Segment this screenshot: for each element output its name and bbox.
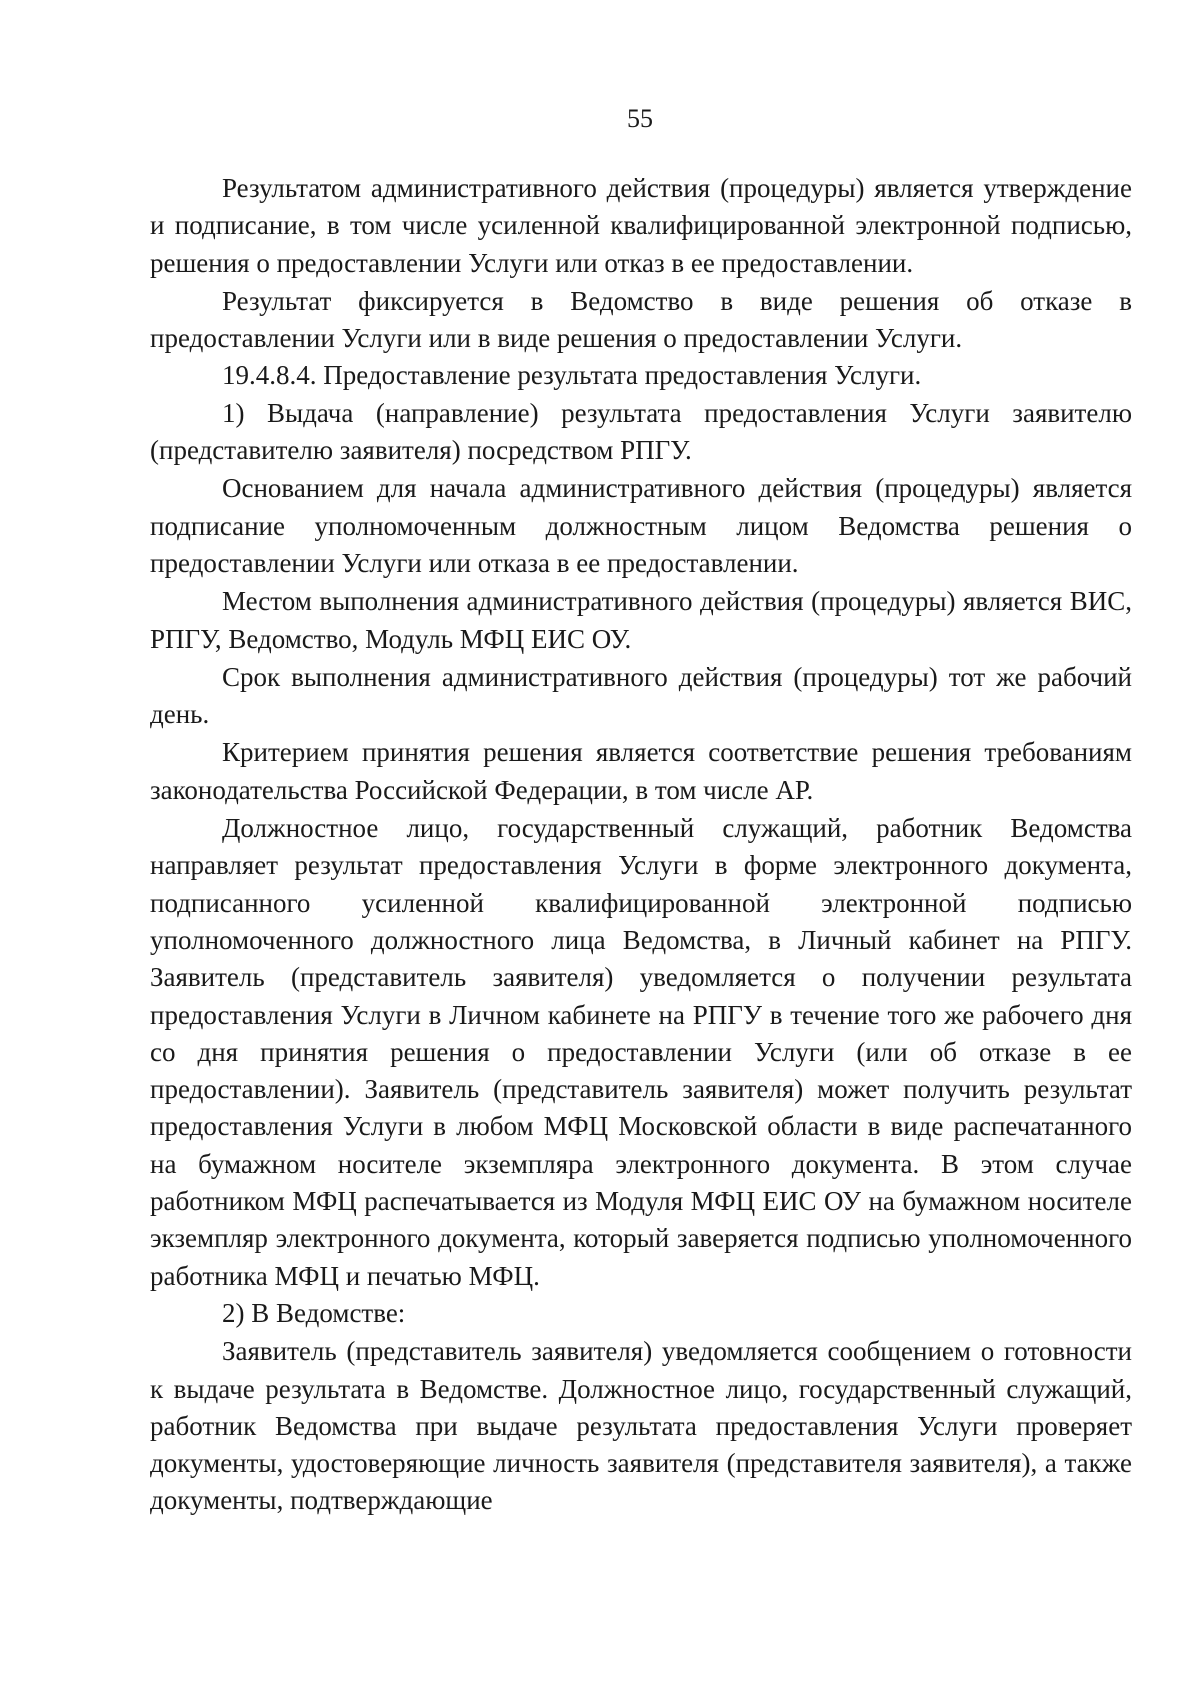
paragraph-grounds: Основанием для начала административного действия (процедуры) является подписание уполномоченным должностным лицом Ведомства решения о предоставлении Услуги или отказа в ее предоставлении. — [150, 473, 1132, 578]
paragraph-item-2: 2) В Ведомстве: — [222, 1297, 406, 1328]
paragraph-official-sends: Должностное лицо, государственный служащий, работник Ведомства направляет результат предоставления Услуги в форме электронного документа, подписанного усиленной квалифицированной электронной подписью уполномоченного должностного лица Ведомства, в Личный кабинет на РПГУ. Заявитель (представитель заявителя) уведомляется о получении результата предоставления Услуги в Личном кабинете на РПГУ в течение того же рабочего дня со дня принятия решения о предоставлении Услуги (или об отказе в ее предоставлении). Заявитель (представитель заявителя) может получить результат предоставления Услуги в любом МФЦ Московской области в виде распечатанного на бумажном носителе экземпляра электронного документа. В этом случае работником МФЦ распечатывается из Модуля МФЦ ЕИС ОУ на бумажном носителе экземпляр электронного документа, который заверяется подписью уполномоченного работника МФЦ и печатью МФЦ. — [150, 813, 1132, 1291]
paragraph-applicant-notified: Заявитель (представитель заявителя) уведомляется сообщением о готовности к выдаче результата в Ведомстве. Должностное лицо, государственный служащий, работник Ведомства при выдаче результата предоставления Услуги проверяет документы, удостоверяющие личность заявителя (представителя заявителя), а также документы, подтверждающие — [150, 1336, 1132, 1516]
page-number: 55 — [627, 104, 653, 133]
paragraph-section-heading: 19.4.8.4. Предоставление результата предоставления Услуги. — [222, 360, 922, 391]
paragraph-result-recorded: Результат фиксируется в Ведомство в виде решения об отказе в предоставлении Услуги или в виде решения о предоставлении Услуги. — [150, 285, 1132, 354]
paragraph-place: Местом выполнения административного действия (процедуры) является ВИС, РПГУ, Ведомство, Модуль МФЦ ЕИС ОУ. — [150, 586, 1132, 654]
document-body — [150, 170, 1132, 1520]
paragraph-item-1: 1) Выдача (направление) результата предоставления Услуги заявителю (представителю заявителя) посредством РПГУ. — [150, 397, 1132, 466]
paragraph-criterion: Критерием принятия решения является соответствие решения требованиям законодательства Российской Федерации, в том числе АР. — [150, 737, 1132, 805]
paragraph-term: Срок выполнения административного действия (процедуры) тот же рабочий день. — [150, 661, 1132, 730]
paragraph-result-of-action: Результатом административного действия (процедуры) является утверждение и подписание, в том числе усиленной квалифицированной электронной подписью, решения о предоставлении Услуги или отказ в ее предоставлении. — [150, 173, 1132, 278]
